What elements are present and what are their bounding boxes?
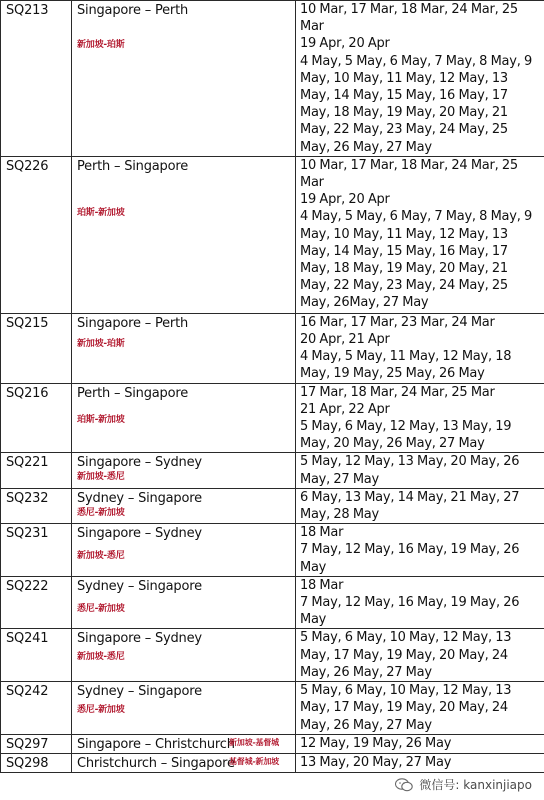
date-line: May, 18 May, 19 May, 20 May, 21 [300,105,508,121]
flight-code: SQ215 [1,313,72,383]
flight-code: SQ213 [1,1,72,157]
dates-cell [296,734,544,753]
date-line: May, 27 May [300,471,379,487]
route-english: Christchurch – Singapore [77,755,235,771]
route-chinese: 悉尼-新加坡 [77,705,125,716]
route-english: Singapore – Perth [77,3,189,18]
date-line: May, 28 May [300,507,379,523]
route-chinese: 珀斯-新加坡 [77,207,125,218]
date-line: Mar [300,175,324,191]
route-chinese: 新加坡-基督城 [229,737,279,747]
flight-row [1,629,544,682]
date-line: May, 26 May, 27 May [300,139,432,155]
date-line: 12 May, 19 May, 26 May [300,735,452,751]
flight-row [1,313,544,383]
flight-row [1,383,544,453]
date-line: May, 17 May, 19 May, 20 May, 24 [300,647,508,663]
dates-cell [296,1,544,157]
dates-cell [296,576,544,629]
route-chinese: 新加坡-珀斯 [77,338,125,349]
date-line: 10 Mar, 17 Mar, 18 Mar, 24 Mar, 25 [300,2,518,17]
route-cell [72,753,296,772]
date-line: 18 Mar [300,577,344,593]
flight-row [1,524,544,577]
date-line: 4 May, 5 May, 6 May, 7 May, 8 May, 9 [300,53,532,69]
route-chinese: 新加坡-珀斯 [77,40,125,50]
wechat-watermark [395,776,532,793]
route-chinese: 悉尼-新加坡 [77,507,125,518]
flight-code: SQ298 [1,753,72,772]
flight-code: SQ242 [1,682,72,735]
date-line: May, 26May, 27 May [300,295,429,311]
route-chinese: 珀斯-新加坡 [77,414,125,425]
wechat-icon [395,778,413,792]
date-line: 7 May, 12 May, 16 May, 19 May, 26 [300,595,520,611]
date-line: May, 10 May, 11 May, 12 May, 13 [300,226,508,242]
route-english: Sydney – Singapore [77,684,202,700]
route-cell [72,488,296,523]
route-cell [72,524,296,577]
route-cell [72,156,296,313]
route-chinese: 新加坡-悉尼 [77,472,125,483]
flight-code: SQ297 [1,734,72,753]
date-line: 19 Apr, 20 Apr [300,192,390,208]
route-cell [72,313,296,383]
route-cell [72,383,296,453]
date-line: May, 20 May, 26 May, 27 May [300,436,485,452]
route-cell [72,453,296,488]
dates-cell [296,313,544,383]
route-chinese: 悉尼-新加坡 [77,603,125,614]
route-english: Singapore – Sydney [77,631,202,647]
dates-cell [296,524,544,577]
date-line: Mar [300,19,324,35]
date-line: 17 Mar, 18 Mar, 24 Mar, 25 Mar [300,384,495,400]
dates-cell [296,682,544,735]
date-line: 4 May, 5 May, 6 May, 7 May, 8 May, 9 [300,209,532,225]
route-cell [72,1,296,157]
route-english: Singapore – Sydney [77,526,202,542]
watermark-label: 微信号: kanxinjiapo [419,778,532,792]
date-line: 16 Mar, 17 Mar, 23 Mar, 24 Mar [300,314,495,330]
date-line: 5 May, 6 May, 12 May, 13 May, 19 [300,419,512,435]
date-line: 18 Mar [300,525,344,541]
route-cell [72,629,296,682]
date-line: 5 May, 12 May, 13 May, 20 May, 26 [300,454,520,470]
date-line: May, 10 May, 11 May, 12 May, 13 [300,70,508,86]
date-line: 7 May, 12 May, 16 May, 19 May, 26 [300,542,520,558]
flight-code: SQ216 [1,383,72,453]
route-cell [72,734,296,753]
date-line: May, 19 May, 25 May, 26 May [300,366,485,382]
dates-cell [296,629,544,682]
flight-code: SQ232 [1,488,72,523]
flight-code: SQ222 [1,576,72,629]
route-english: Singapore – Sydney [77,455,202,471]
date-line: 13 May, 20 May, 27 May [300,754,452,770]
date-line: May, 18 May, 19 May, 20 May, 21 [300,261,508,277]
route-english: Singapore – Christchurch [77,736,235,752]
route-cell [72,576,296,629]
flight-code: SQ221 [1,453,72,488]
date-line: 20 Apr, 21 Apr [300,332,390,348]
flight-row [1,576,544,629]
flight-row [1,682,544,735]
flight-row [1,734,544,753]
date-line: May, 26 May, 27 May [300,664,432,680]
route-chinese: 新加坡-悉尼 [77,652,125,663]
route-chinese: 新加坡-悉尼 [77,551,125,562]
date-line: 5 May, 6 May, 10 May, 12 May, 13 [300,630,512,646]
date-line: 4 May, 5 May, 11 May, 12 May, 18 [300,349,512,365]
date-line: May [300,612,327,628]
date-line: 6 May, 13 May, 14 May, 21 May, 27 [300,489,520,505]
flight-code: SQ241 [1,629,72,682]
dates-cell [296,753,544,772]
flight-row [1,488,544,523]
date-line: May, 22 May, 23 May, 24 May, 25 [300,122,508,138]
dates-cell [296,453,544,488]
flight-row [1,156,544,313]
route-chinese: 基督城-新加坡 [229,756,279,766]
date-line: May [300,559,327,575]
date-line: 21 Apr, 22 Apr [300,401,390,417]
date-line: May, 14 May, 15 May, 16 May, 17 [300,88,508,104]
route-english: Perth – Singapore [77,385,189,401]
dates-cell [296,488,544,523]
route-english: Sydney – Singapore [77,578,202,594]
date-line: 19 Apr, 20 Apr [300,36,390,52]
flight-row [1,453,544,488]
dates-cell [296,156,544,313]
route-cell [72,682,296,735]
flight-row [1,753,544,772]
flight-code: SQ226 [1,156,72,313]
route-english: Sydney – Singapore [77,490,202,506]
date-line: May, 26 May, 27 May [300,717,432,733]
date-line: May, 17 May, 19 May, 20 May, 24 [300,700,508,716]
route-english: Perth – Singapore [77,158,189,174]
dates-cell [296,383,544,453]
route-english: Singapore – Perth [77,315,189,331]
date-line: May, 22 May, 23 May, 24 May, 25 [300,278,508,294]
flight-row [1,1,544,157]
flight-code: SQ231 [1,524,72,577]
date-line: May, 14 May, 15 May, 16 May, 17 [300,243,508,259]
date-line: 10 Mar, 17 Mar, 18 Mar, 24 Mar, 25 [300,157,518,173]
date-line: 5 May, 6 May, 10 May, 12 May, 13 [300,683,512,699]
